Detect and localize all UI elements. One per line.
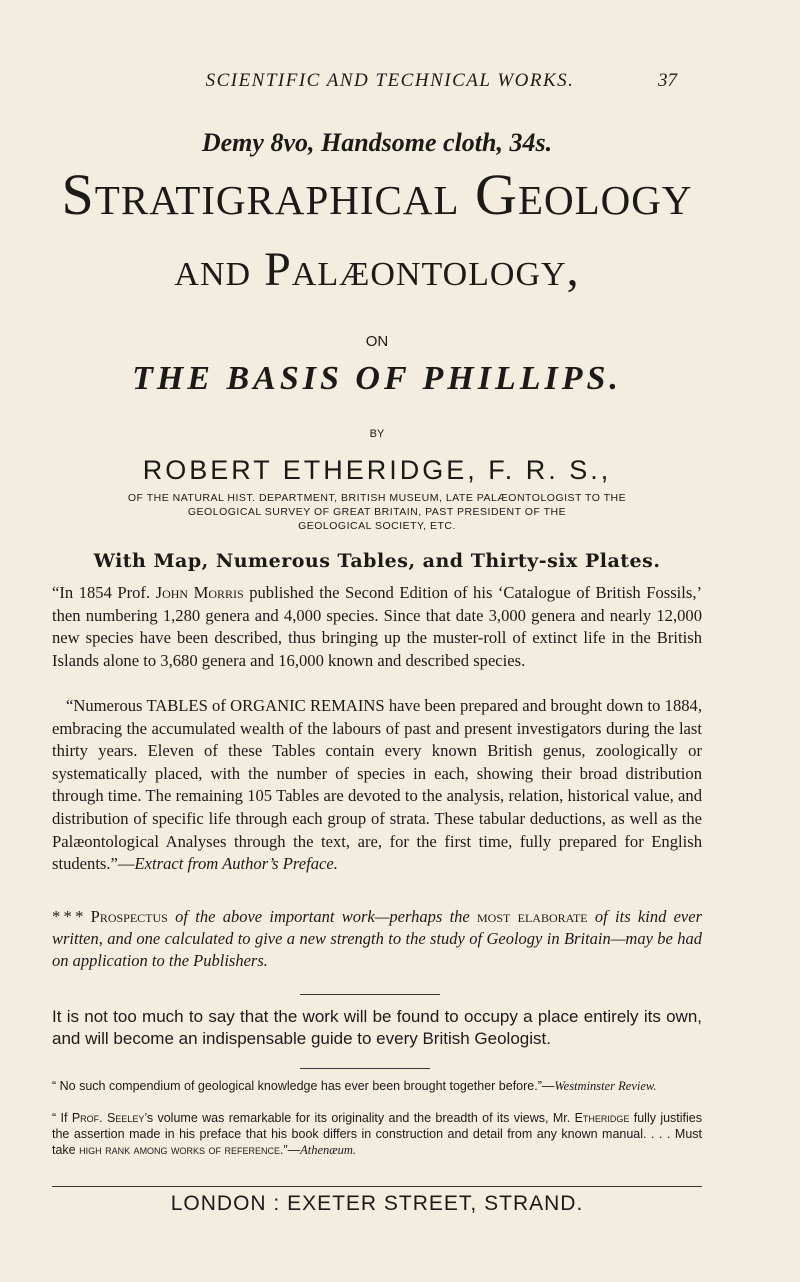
illustrations-line: With Map, Numerous Tables, and Thirty-six Plates. xyxy=(93,550,661,572)
preface-paragraph-2 xyxy=(52,695,702,876)
prospectus-text-b: of its kind ever written, and one calculated to give a new strength to the study of Geology in Britain—may be had on application to the Publishers. xyxy=(52,907,702,970)
footer-rule xyxy=(52,1186,702,1187)
book-title-line-1 xyxy=(52,162,702,227)
review-2-source: Athenæum. xyxy=(300,1143,357,1157)
review-athenaeum xyxy=(52,1110,702,1158)
page-number: 37 xyxy=(658,70,677,91)
closing-paragraph: It is not too much to say that the work will be found to occupy a place entirely its own, and will become an indispensable guide to every British Geologist. xyxy=(52,1007,702,1048)
review-westminster xyxy=(52,1078,702,1094)
prospectus-text-a: of the above important work—perhaps the xyxy=(167,907,478,926)
book-title-line-2 xyxy=(52,243,702,296)
preface-paragraph-1 xyxy=(52,582,702,672)
title-line-2-text: and Palæontology, xyxy=(174,243,580,296)
p1-name: John Morris xyxy=(155,583,244,602)
p2-text: “Numerous TABLES of ORGANIC REMAINS have been prepared and brought down to 1884, embracing the accumulated wealth of the labours of past and present investigators during the last thirty years. Eleven of these Tables contain every known British genus, zoologically or systematically placed, with the number of species in each, showing their broad distribution through time. The remaining 105 Tables are devoted to the analysis, relation, historical value, and distribution of specific life through each group of strata. These tabular deductions, as well as the Palæontological Analyses through the text, are, for the first time, fully prepared for English students.”— xyxy=(52,696,702,874)
author-name: ROBERT ETHERIDGE, F. R. S., xyxy=(142,455,612,485)
review-2-c: fully justifies the assertion made in his preface that his book differs in construction and detail from any known manual. . . . Must take xyxy=(52,1111,703,1157)
prospectus-note xyxy=(52,906,702,972)
review-1-text: “ No such compendium of geological knowledge has ever been brought together before.”— xyxy=(52,1079,555,1093)
publisher-imprint: LONDON : EXETER STREET, STRAND. xyxy=(170,1192,584,1215)
affiliation-line-1: OF THE NATURAL HIST. DEPARTMENT, BRITISH MUSEUM, LATE PALÆONTOLOGIST TO THE xyxy=(127,492,627,504)
review-2-b: ’s volume was remarkable for its originality and the breadth of its views, Mr. xyxy=(144,1111,575,1125)
review-2-prof: Prof. Seeley xyxy=(71,1111,145,1125)
edition-line: Demy 8vo, Handsome cloth, 34s. xyxy=(201,128,553,157)
asterism: * * * xyxy=(52,907,84,926)
p1-rest: published the Second Edition of his ‘Catalogue of British Fossils,’ then numbering 1,280 genera and 4,000 species. Since that date 3,000 genera and nearly 12,000 new species have been described, thus bringing up the muster-roll of extinct life in the British Islands alone to 3,680 genera and 16,000 known and described species. xyxy=(52,583,703,670)
affiliation-line-3: GEOLOGICAL SOCIETY, ETC. xyxy=(298,520,456,532)
review-1-source: Westminster Review. xyxy=(554,1079,657,1093)
review-2-a: “ If xyxy=(52,1111,72,1125)
by-label: BY xyxy=(369,428,385,440)
review-2-high: high rank among works of reference xyxy=(79,1143,280,1157)
p1-start: “In 1854 Prof. xyxy=(52,583,156,602)
review-2-etheridge: Etheridge xyxy=(574,1111,630,1125)
p2-source: Extract from Author’s Preface. xyxy=(134,854,338,874)
running-head: SCIENTIFIC AND TECHNICAL WORKS. xyxy=(205,70,575,91)
section-rule-1 xyxy=(300,994,440,995)
section-rule-2 xyxy=(300,1068,430,1069)
prospectus-most: most elaborate xyxy=(477,907,588,926)
prospectus-word: Prospectus xyxy=(90,907,168,926)
on-label: ON xyxy=(365,333,389,350)
review-2-d: .”— xyxy=(280,1143,301,1157)
affiliation-line-2: GEOLOGICAL SURVEY OF GREAT BRITAIN, PAST PRESIDENT OF THE xyxy=(187,506,567,518)
author-affiliation xyxy=(52,491,702,533)
title-line-1-text: Stratigraphical Geology xyxy=(61,162,693,227)
subtitle-basis: THE BASIS OF PHILLIPS. xyxy=(132,360,622,397)
